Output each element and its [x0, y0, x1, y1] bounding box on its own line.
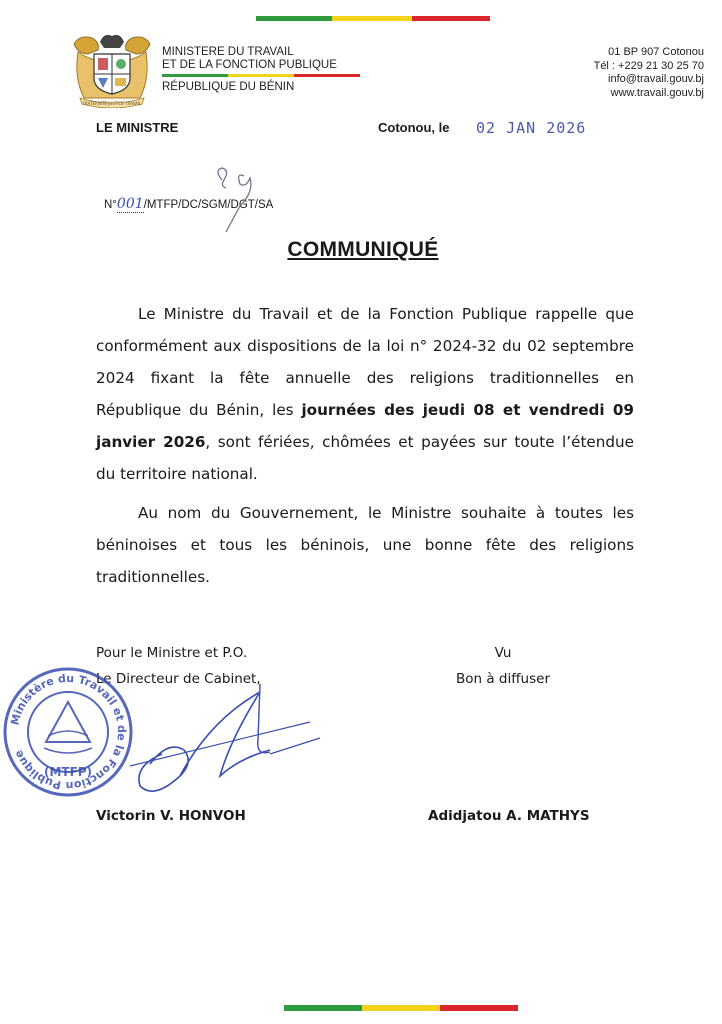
- left-signatory-name: Victorin V. HONVOH: [96, 808, 246, 824]
- right-signatory-name: Adidjatou A. MATHYS: [428, 808, 590, 824]
- left-signatory-line2: Le Directeur de Cabinet,: [96, 671, 261, 687]
- flag-red-stripe: [440, 1005, 518, 1011]
- ref-prefix: N°: [104, 199, 117, 211]
- top-flag-bar: [256, 16, 490, 21]
- ref-suffix: /MTFP/DC/SGM/DGT/SA: [143, 199, 274, 211]
- paragraph-1: [96, 298, 634, 490]
- flag-yellow-stripe: [362, 1005, 440, 1011]
- place-label: Cotonou, le: [378, 120, 450, 135]
- right-signatory-line1: Vu: [494, 645, 512, 661]
- paragraph-1-holiday-dates: journées des jeudi 08 et vendredi 09 janvier 2026: [96, 401, 634, 451]
- flag-green-stripe: [256, 16, 332, 21]
- email-address: info@travail.gouv.bj: [608, 73, 704, 85]
- coat-of-arms-emblem: [70, 32, 154, 108]
- paragraph-1-outro: , sont fériées, chômées et payées sur toute l’étendue du territoire national.: [96, 433, 634, 483]
- document-title: COMMUNIQUÉ: [287, 238, 439, 261]
- phone-number: Tél : +229 21 30 25 70: [593, 59, 704, 72]
- svg-text:(MTFP): (MTFP): [43, 765, 93, 779]
- reference-handwritten-mark: [200, 166, 270, 236]
- ref-number-handwritten: 001: [116, 196, 144, 212]
- paragraph-2: Au nom du Gouvernement, le Ministre souhaite à toutes les béninoises et tous les béninois, une bonne fête des religions traditionnelles.: [96, 504, 634, 586]
- contact-block: [594, 46, 704, 100]
- bottom-flag-bar: [284, 1005, 518, 1011]
- postal-address: 01 BP 907 Cotonou: [608, 46, 704, 58]
- author-title: LE MINISTRE: [96, 120, 179, 135]
- svg-text:Ministère du Travail et de la: Ministère du Travail et de la Fonction Publique: [8, 671, 129, 793]
- paragraph-1-intro: Le Ministre du Travail et de la Fonction Publique rappelle que conformément aux dispositions de la loi n° 2024-32 du 02 septembre 2024 fixant la fête annuelle des religions traditionnelles en République du Bénin, les: [96, 305, 634, 419]
- flag-red-stripe: [412, 16, 490, 21]
- handwritten-signature: [110, 680, 330, 810]
- svg-text:FRATERNITÉ·JUSTICE·TRAVAIL: FRATERNITÉ·JUSTICE·TRAVAIL: [82, 101, 142, 106]
- right-signatory-line2: Bon à diffuser: [456, 671, 550, 687]
- ministry-header: [162, 46, 360, 94]
- left-signatory-line1: Pour le Ministre et P.O.: [96, 645, 248, 661]
- flag-yellow-stripe: [332, 16, 412, 21]
- date-stamp: 02 JAN 2026: [476, 119, 587, 137]
- website-url: www.travail.gouv.bj: [610, 86, 704, 99]
- right-signatory-block: [428, 640, 578, 692]
- ministry-name-line1: MINISTERE DU TRAVAIL: [162, 46, 294, 58]
- country-name: RÉPUBLIQUE DU BÉNIN: [162, 81, 295, 93]
- ministry-name-line2: ET DE LA FONCTION PUBLIQUE: [162, 59, 337, 71]
- ministry-flag-divider: [162, 74, 360, 77]
- flag-green-stripe: [284, 1005, 362, 1011]
